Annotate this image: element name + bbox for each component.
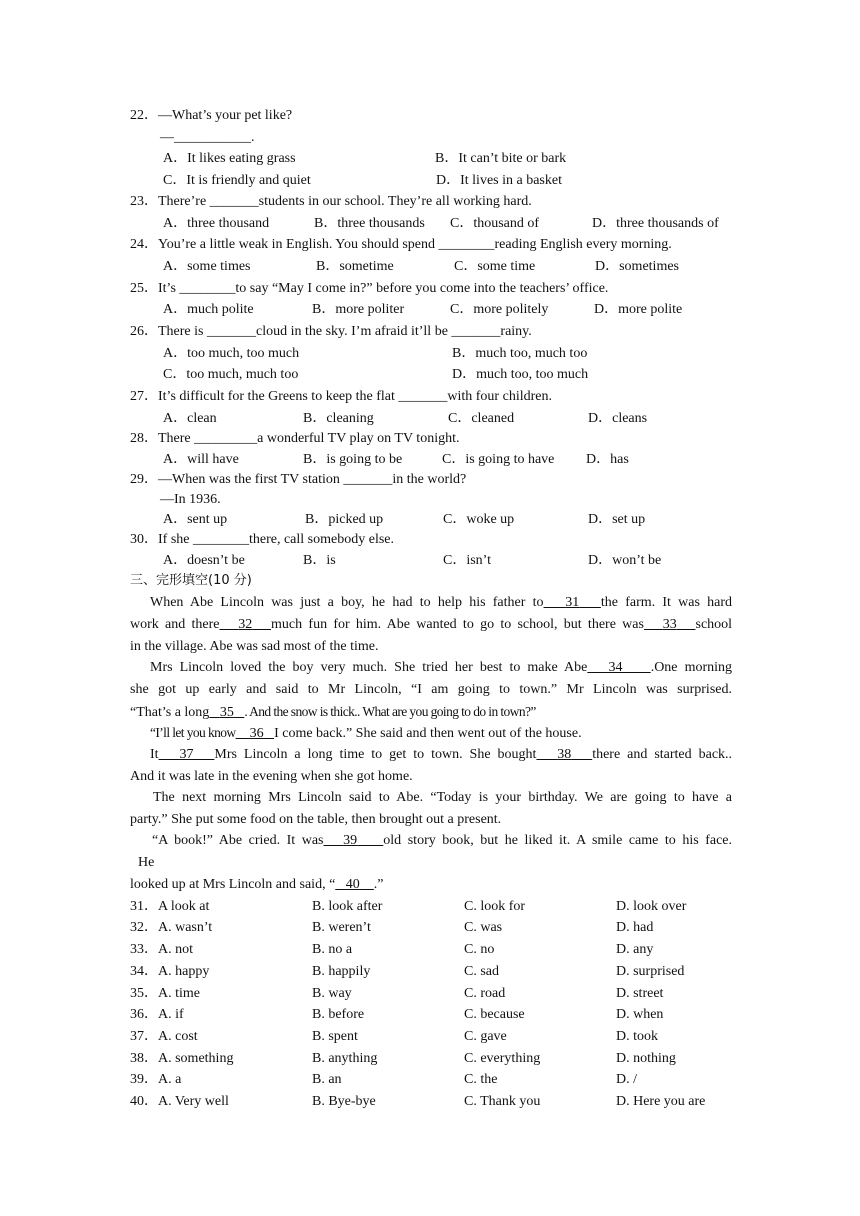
question-29-option-a: A．sent up [163, 512, 228, 527]
cloze-option-c: C. road [464, 986, 506, 1001]
question-23-option-a: A．three thousand [163, 216, 270, 231]
question-25-option-d: D．more polite [594, 302, 683, 317]
blank-33: 33 [662, 617, 677, 632]
passage-line: And it was late in the evening when she got home. [130, 769, 413, 784]
cloze-option-a: 39．A. a [130, 1072, 182, 1087]
passage-line: Mrs Lincoln loved the boy very much. She tried her best to make Abe 34 .One morning [150, 660, 733, 675]
cloze-option-c: C. Thank you [464, 1094, 541, 1109]
question-29-stem: 29．—When was the first TV station _______in the world? [130, 472, 467, 487]
question-28-option-c: C．is going to have [442, 452, 555, 467]
blank-34: 34 [608, 660, 623, 675]
passage-line: in the village. Abe was sad most of the time. [130, 639, 379, 654]
blank-38: 38 [557, 747, 572, 762]
question-26-option-c: C．too much, much too [163, 367, 299, 382]
question-28-stem: 28．There _________a wonderful TV play on TV tonight. [130, 431, 460, 446]
question-27-option-a: A．clean [163, 411, 217, 426]
cloze-option-a: 37．A. cost [130, 1029, 198, 1044]
question-25-option-c: C．more politely [450, 302, 549, 317]
cloze-option-a: 32．A. wasn’t [130, 920, 213, 935]
question-23-option-b: B．three thousands [314, 216, 425, 231]
blank-36: 36 [249, 726, 264, 741]
cloze-option-d: D. took [616, 1029, 658, 1044]
question-27-option-c: C．cleaned [448, 411, 515, 426]
blank-37: 37 [179, 747, 194, 762]
question-28-option-d: D．has [586, 452, 629, 467]
blank-32: 32 [238, 617, 253, 632]
cloze-option-c: C. no [464, 942, 495, 957]
cloze-option-d: D. look over [616, 899, 687, 914]
question-25-option-b: B．more politer [312, 302, 405, 317]
cloze-option-b: B. look after [312, 899, 383, 914]
question-23-option-c: C．thousand of [450, 216, 540, 231]
cloze-option-a: 35．A. time [130, 986, 200, 1001]
cloze-option-a: 36．A. if [130, 1007, 184, 1022]
passage-line: “I’ll let you know 36 I come back.” She said and then went out of the house. [150, 725, 582, 741]
question-26-option-d: D．much too, too much [452, 367, 589, 382]
cloze-option-a: 38．A. something [130, 1051, 234, 1066]
question-26-stem: 26．There is _______cloud in the sky. I’m afraid it’ll be _______rainy. [130, 324, 532, 339]
cloze-option-c: C. the [464, 1072, 498, 1087]
question-28-option-a: A．will have [163, 452, 239, 467]
question-27-option-b: B．cleaning [303, 411, 374, 426]
question-22-option-d: D．It lives in a basket [436, 173, 562, 188]
blank-40: 40 [345, 877, 360, 892]
cloze-option-d: D. nothing [616, 1051, 676, 1066]
passage-line: looked up at Mrs Lincoln and said, “ 40 .” [130, 877, 384, 892]
question-24-option-d: D．sometimes [595, 259, 679, 274]
cloze-option-a: 34．A. happy [130, 964, 210, 979]
question-24-option-a: A．some times [163, 259, 251, 274]
cloze-option-a: 33．A. not [130, 942, 193, 957]
cloze-option-d: D. surprised [616, 964, 685, 979]
question-30-option-b: B．is [303, 553, 336, 568]
cloze-option-b: B. no a [312, 942, 353, 957]
question-27-stem: 27．It’s difficult for the Greens to keep the flat _______with four children. [130, 389, 552, 404]
passage-line: The next morning Mrs Lincoln said to Abe. “Today is your birthday. We are going to have a [153, 790, 732, 805]
question-30-option-a: A．doesn’t be [163, 553, 245, 568]
cloze-option-d: D. / [616, 1072, 637, 1087]
cloze-option-b: B. an [312, 1072, 342, 1087]
cloze-option-d: D. when [616, 1007, 664, 1022]
cloze-option-c: C. look for [464, 899, 526, 914]
question-23-stem: 23．There’re _______students in our school. They’re all working hard. [130, 194, 532, 209]
question-22-reply: —___________. [160, 130, 255, 145]
cloze-option-b: B. weren’t [312, 920, 371, 935]
cloze-option-a: 31．A look at [130, 899, 210, 914]
question-30-stem: 30．If she ________there, call somebody else. [130, 532, 394, 547]
question-23-option-d: D．three thousands of [592, 216, 719, 231]
cloze-option-c: C. because [464, 1007, 525, 1022]
passage-line: “That’s a long 35 . And the snow is thick.. What are you going to do in town?” [130, 704, 536, 720]
question-22-option-b: B．It can’t bite or bark [435, 151, 567, 166]
cloze-option-b: B. Bye-bye [312, 1094, 376, 1109]
question-27-option-d: D．cleans [588, 411, 648, 426]
blank-39: 39 [343, 833, 358, 848]
passage-line: He [138, 855, 155, 870]
question-28-option-b: B．is going to be [303, 452, 403, 467]
question-22-option-c: C．It is friendly and quiet [163, 173, 311, 188]
cloze-option-b: B. before [312, 1007, 365, 1022]
question-29-option-b: B．picked up [305, 512, 384, 527]
question-24-option-c: C．some time [454, 259, 536, 274]
passage-line: party.” She put some food on the table, then brought out a present. [130, 812, 502, 827]
cloze-option-b: B. happily [312, 964, 371, 979]
cloze-option-c: C. gave [464, 1029, 507, 1044]
question-24-option-b: B．sometime [316, 259, 394, 274]
question-24-stem: 24．You’re a little weak in English. You should spend ________reading English every morning. [130, 237, 672, 252]
passage-line: work and there 32 much fun for him. Abe wanted to go to school, but there was 33 school [130, 617, 733, 632]
question-29-option-c: C．woke up [443, 512, 515, 527]
question-29-reply: —In 1936. [160, 492, 221, 507]
question-30-option-c: C．isn’t [443, 553, 491, 568]
question-26-option-b: B．much too, much too [452, 346, 588, 361]
question-29-option-d: D．set up [588, 512, 646, 527]
question-30-option-d: D．won’t be [588, 553, 662, 568]
passage-line: When Abe Lincoln was just a boy, he had to help his father to 31 the farm. It was hard [150, 595, 733, 610]
blank-35: 35 [219, 705, 234, 720]
cloze-option-d: D. had [616, 920, 654, 935]
passage-line: It 37 Mrs Lincoln a long time to get to town. She bought 38 there and started back.. [150, 747, 733, 762]
section-title: 三、完形填空(10 分) [130, 573, 252, 588]
cloze-option-a: 40．A. Very well [130, 1094, 229, 1109]
question-25-stem: 25．It’s ________to say “May I come in?” before you come into the teachers’ office. [130, 281, 609, 296]
cloze-option-d: D. Here you are [616, 1094, 706, 1109]
question-26-option-a: A．too much, too much [163, 346, 300, 361]
cloze-option-c: C. sad [464, 964, 499, 979]
cloze-option-c: C. everything [464, 1051, 541, 1066]
cloze-option-b: B. way [312, 986, 352, 1001]
cloze-option-b: B. anything [312, 1051, 378, 1066]
passage-line: “A book!” Abe cried. It was 39 old story book, but he liked it. A smile came to his face. [152, 833, 733, 848]
cloze-option-b: B. spent [312, 1029, 358, 1044]
question-25-option-a: A．much polite [163, 302, 254, 317]
cloze-option-c: C. was [464, 920, 503, 935]
blank-31: 31 [565, 595, 580, 610]
question-22-stem: 22．—What’s your pet like? [130, 108, 293, 123]
question-22-option-a: A．It likes eating grass [163, 151, 296, 166]
cloze-option-d: D. street [616, 986, 664, 1001]
passage-line: she got up early and said to Mr Lincoln, “I am going to town.” Mr Lincoln was surprised. [130, 682, 732, 697]
cloze-option-d: D. any [616, 942, 654, 957]
